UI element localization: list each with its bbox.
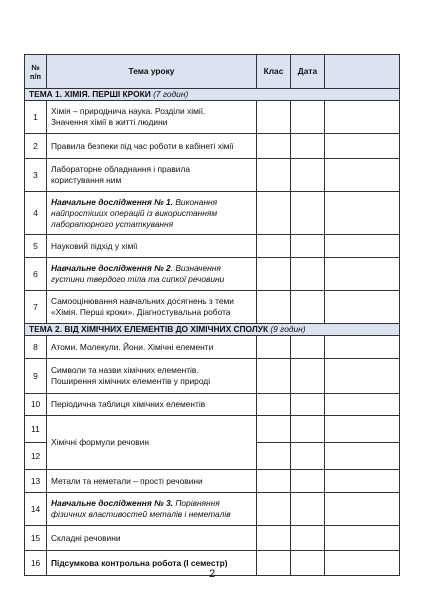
topic-2-title: ТЕМА 2. ВІД ХІМІЧНИХ ЕЛЕМЕНТІВ ДО ХІМІЧНИХ СПОЛУК (9 годин): [25, 324, 400, 336]
topic-header: Тема уроку: [47, 55, 257, 89]
table-row: 14 Навчальне дослідження № 3. Порівняння фізичних властивостей металів і неметалів: [25, 493, 400, 526]
table-row: 12: [25, 443, 400, 470]
table-row: 11 Хімічні формули речовин: [25, 416, 400, 443]
table-row: 6 Навчальне дослідження № 2. Визначення густини твердого тіла та сипкої речовини: [25, 258, 400, 291]
topic-row: [25, 89, 400, 101]
number-header: № п/п: [25, 55, 47, 89]
table-row: 4 Навчальне дослідження № 1. Виконання найпростіших операцій із використанням лабораторного устаткування: [25, 192, 400, 235]
table-row: 5 Науковий підхід у хімії: [25, 235, 400, 258]
table-row: 7 Самооцінювання навчальних досягнень з теми «Хімія. Перші кроки». Діагностувальна робота: [25, 291, 400, 324]
table-row: 2 Правила безпеки під час роботи в кабінеті хімії: [25, 134, 400, 159]
topic-1-title: ТЕМА 1. ХІМІЯ. ПЕРШІ КРОКИ (7 годин): [25, 89, 400, 101]
date-header: Дата: [291, 55, 325, 89]
lesson-plan-table: [24, 54, 400, 576]
class-header: Клас: [257, 55, 291, 89]
table-row: 13 Метали та неметали – прості речовини: [25, 470, 400, 493]
page-number: 2: [208, 568, 216, 580]
table-row: 8 Атоми. Молекули. Йони. Хімічні елементи: [25, 336, 400, 359]
topic-row: [25, 324, 400, 336]
table-row: 3 Лабораторне обладнання і правила користування ним: [25, 159, 400, 192]
header-row: [25, 55, 400, 89]
table-row: 9 Символи та назви хімічних елементів. Поширення хімічних елементів у природі: [25, 359, 400, 394]
table-row: 1 Хімія – природнича наука. Розділи хімії. Значення хімії в житті людини: [25, 101, 400, 134]
table-row: 15 Складні речовини: [25, 526, 400, 551]
table-row: 16 Підсумкова контрольна робота (І семестр): [25, 551, 400, 576]
extra-header: [325, 55, 400, 89]
table-row: 10 Періодична таблиця хімічних елементів: [25, 394, 400, 416]
